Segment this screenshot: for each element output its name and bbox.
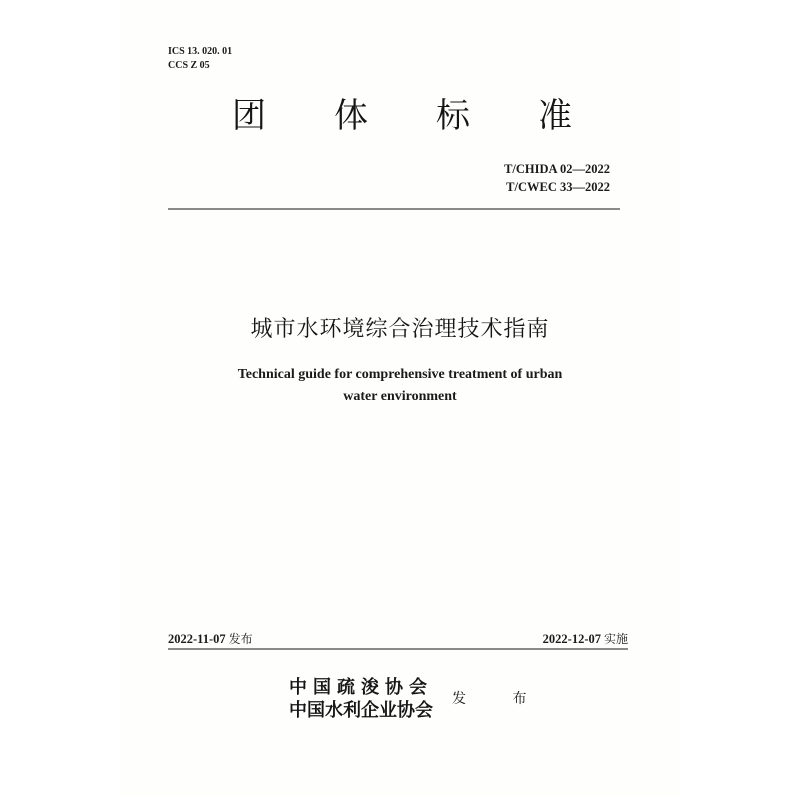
standard-number-cwec: T/CWEC 33—2022 — [506, 180, 610, 194]
publish-label: 发 布 — [452, 691, 541, 707]
bottom-divider — [168, 648, 628, 650]
release-label: 发布 — [228, 632, 253, 646]
heading-char: 团 — [232, 96, 266, 136]
implementation-date-value: 2022-12-07 — [542, 632, 601, 646]
publisher-water-enterprise-association: 中国水利企业协会 — [289, 700, 433, 721]
title-english-line2: water environment — [343, 389, 457, 404]
ccs-code: CCS Z 05 — [168, 60, 210, 71]
release-date-value: 2022-11-07 — [168, 632, 226, 646]
release-date — [168, 630, 253, 647]
implementation-date — [543, 630, 628, 647]
standard-number-chida: T/CHIDA 02—2022 — [504, 162, 610, 176]
ics-code: ICS 13. 020. 01 — [168, 46, 233, 57]
title-english — [0, 364, 800, 408]
title-english-line1: Technical guide for comprehensive treatment of urban — [237, 367, 563, 382]
standard-numbers — [504, 160, 610, 196]
title-chinese: 城市水环境综合治理技术指南 — [250, 317, 550, 342]
heading-char: 体 — [334, 96, 368, 136]
implementation-label: 实施 — [603, 632, 628, 646]
publisher-dredging-association: 中国疏浚协会 — [289, 677, 433, 698]
top-divider — [168, 208, 620, 210]
heading-char: 标 — [436, 96, 470, 136]
heading-char: 准 — [538, 96, 572, 136]
publishers — [289, 676, 433, 722]
classification-codes — [168, 45, 232, 73]
group-standard-heading — [232, 88, 572, 137]
